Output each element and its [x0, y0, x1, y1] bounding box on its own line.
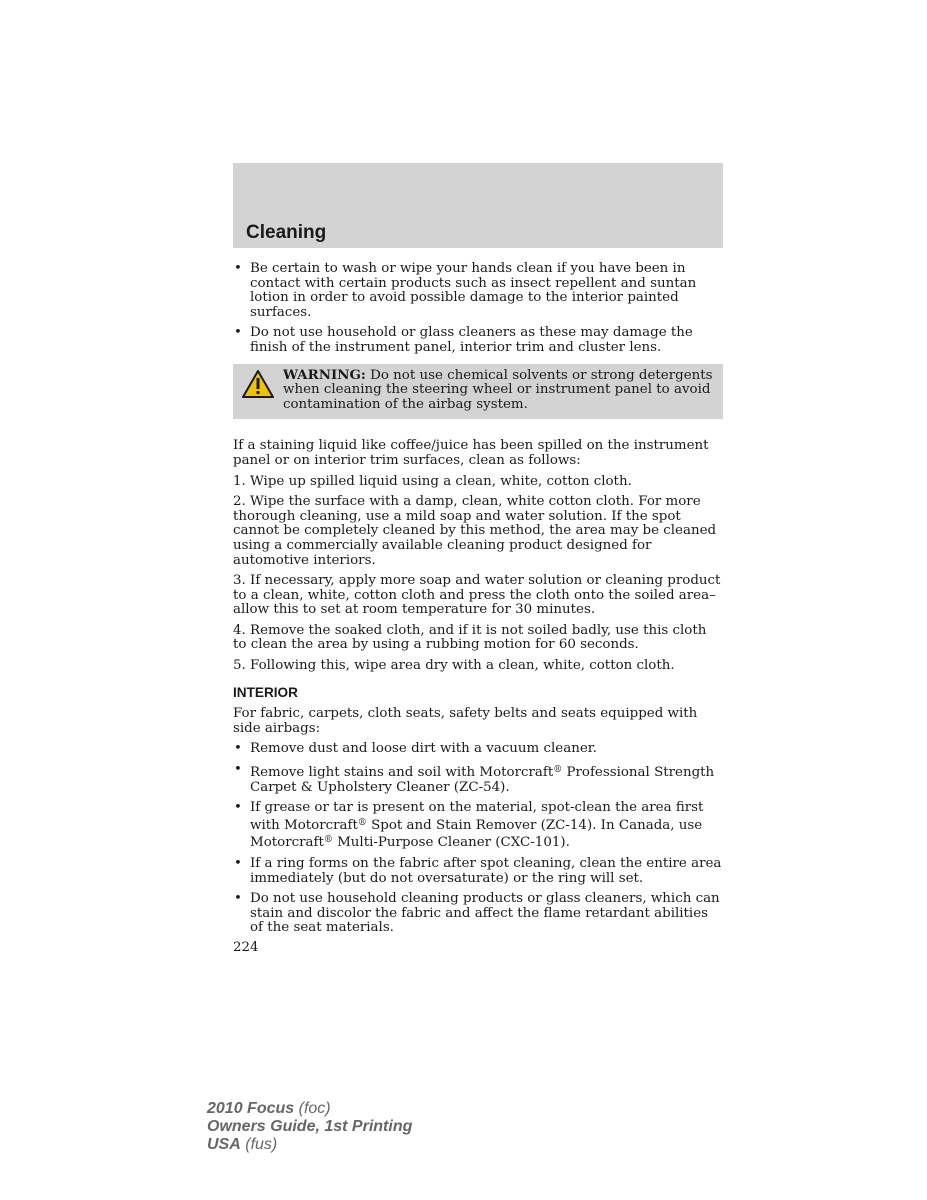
- list-item-text: If a ring forms on the fabric after spot cleaning, clean the entire area immediately (but do not oversaturate) or the ring will set.: [250, 856, 722, 886]
- list-item-text: Remove light stains and soil with Motorcraft: [250, 765, 554, 781]
- list-item: [233, 262, 723, 320]
- warning-box: [233, 364, 723, 420]
- list-item-text: Multi-Purpose Cleaner (CXC-101).: [332, 835, 570, 851]
- list-item: [233, 326, 723, 355]
- registered-mark: ®: [357, 817, 367, 828]
- interior-heading: INTERIOR: [233, 684, 298, 700]
- header-band: [233, 163, 723, 248]
- bullet-icon: •: [234, 856, 242, 871]
- step-5: 5. Following this, wipe area dry with a clean, white, cotton cloth.: [233, 658, 675, 674]
- page-number: 224: [233, 939, 259, 955]
- list-item-text: Spot and Stain Remover (ZC-14). In Canada, use Motorcraft: [250, 817, 703, 851]
- bullet-icon: •: [234, 325, 242, 341]
- footer: [207, 1100, 412, 1154]
- intro-paragraph: If a staining liquid like coffee/juice has been spilled on the instrument panel or on interior trim surfaces, clean as follows:: [233, 438, 709, 468]
- warning-triangle-icon: [241, 369, 275, 399]
- list-item: [233, 742, 723, 757]
- list-item: [233, 892, 723, 936]
- registered-mark: ®: [323, 835, 333, 846]
- top-bullet-list: [233, 262, 723, 356]
- list-item-text: Be certain to wash or wipe your hands clean if you have been in contact with certain products such as insect repellent and suntan lotion in order to avoid possible damage to the interior painted surfaces.: [250, 261, 697, 320]
- warning-text: Do not use chemical solvents or strong detergents when cleaning the steering wheel or instrument panel to avoid contamination of the airbag system.: [283, 367, 713, 412]
- footer-guide: Owners Guide, 1st Printing: [207, 1118, 413, 1135]
- bullet-icon: •: [234, 741, 242, 757]
- bullet-icon: •: [234, 891, 242, 907]
- list-item-text: Do not use household or glass cleaners as these may damage the finish of the instrument panel, interior trim and cluster lens.: [250, 325, 693, 355]
- footer-line-guide: [207, 1118, 412, 1136]
- step-3: 3. If necessary, apply more soap and water solution or cleaning product to a clean, white, cotton cloth and press the cloth onto the soiled area–allow this to set at room temperature for 30 minutes.: [233, 573, 721, 618]
- footer-line-market: [207, 1136, 412, 1154]
- interior-bullet-list: [233, 742, 723, 936]
- footer-market-code: (fus): [245, 1136, 278, 1153]
- list-item-text: Remove dust and loose dirt with a vacuum cleaner.: [250, 741, 597, 757]
- bullet-icon: •: [234, 261, 242, 276]
- page-content: [233, 262, 723, 956]
- list-item: [233, 763, 723, 795]
- registered-mark: ®: [553, 765, 563, 776]
- list-item-text: Professional Strength Carpet & Upholstery Cleaner (ZC-54).: [250, 765, 715, 795]
- list-item: [233, 857, 723, 886]
- warning-heading: WARNING:: [283, 366, 366, 383]
- section-title: Cleaning: [246, 222, 327, 243]
- footer-model: 2010 Focus: [207, 1100, 295, 1117]
- step-2: 2. Wipe the surface with a damp, clean, white cotton cloth. For more thorough cleaning, use a mild soap and water solution. If the spot cannot be completely cleaned by this method, the area may be cleaned using a commercially available cleaning product designed for automotive interiors.: [233, 494, 717, 568]
- footer-line-model: [207, 1100, 412, 1118]
- step-1: 1. Wipe up spilled liquid using a clean, white, cotton cloth.: [233, 473, 632, 489]
- interior-intro: For fabric, carpets, cloth seats, safety belts and seats equipped with side airbags:: [233, 706, 698, 736]
- step-4: 4. Remove the soaked cloth, and if it is not soiled badly, use this cloth to clean the area by using a rubbing motion for 60 seconds.: [233, 622, 707, 653]
- footer-market: USA: [207, 1136, 241, 1153]
- list-item-text: If grease or tar is present on the material, spot-clean the area first with Motorcraft: [250, 800, 704, 833]
- list-item-text: Do not use household cleaning products or glass cleaners, which can stain and discolor the fabric and affect the flame retardant abilities of the seat materials.: [250, 891, 720, 936]
- bullet-icon: •: [234, 800, 242, 816]
- bullet-icon: •: [234, 762, 242, 778]
- list-item: [233, 801, 723, 851]
- footer-model-code: (foc): [298, 1100, 331, 1117]
